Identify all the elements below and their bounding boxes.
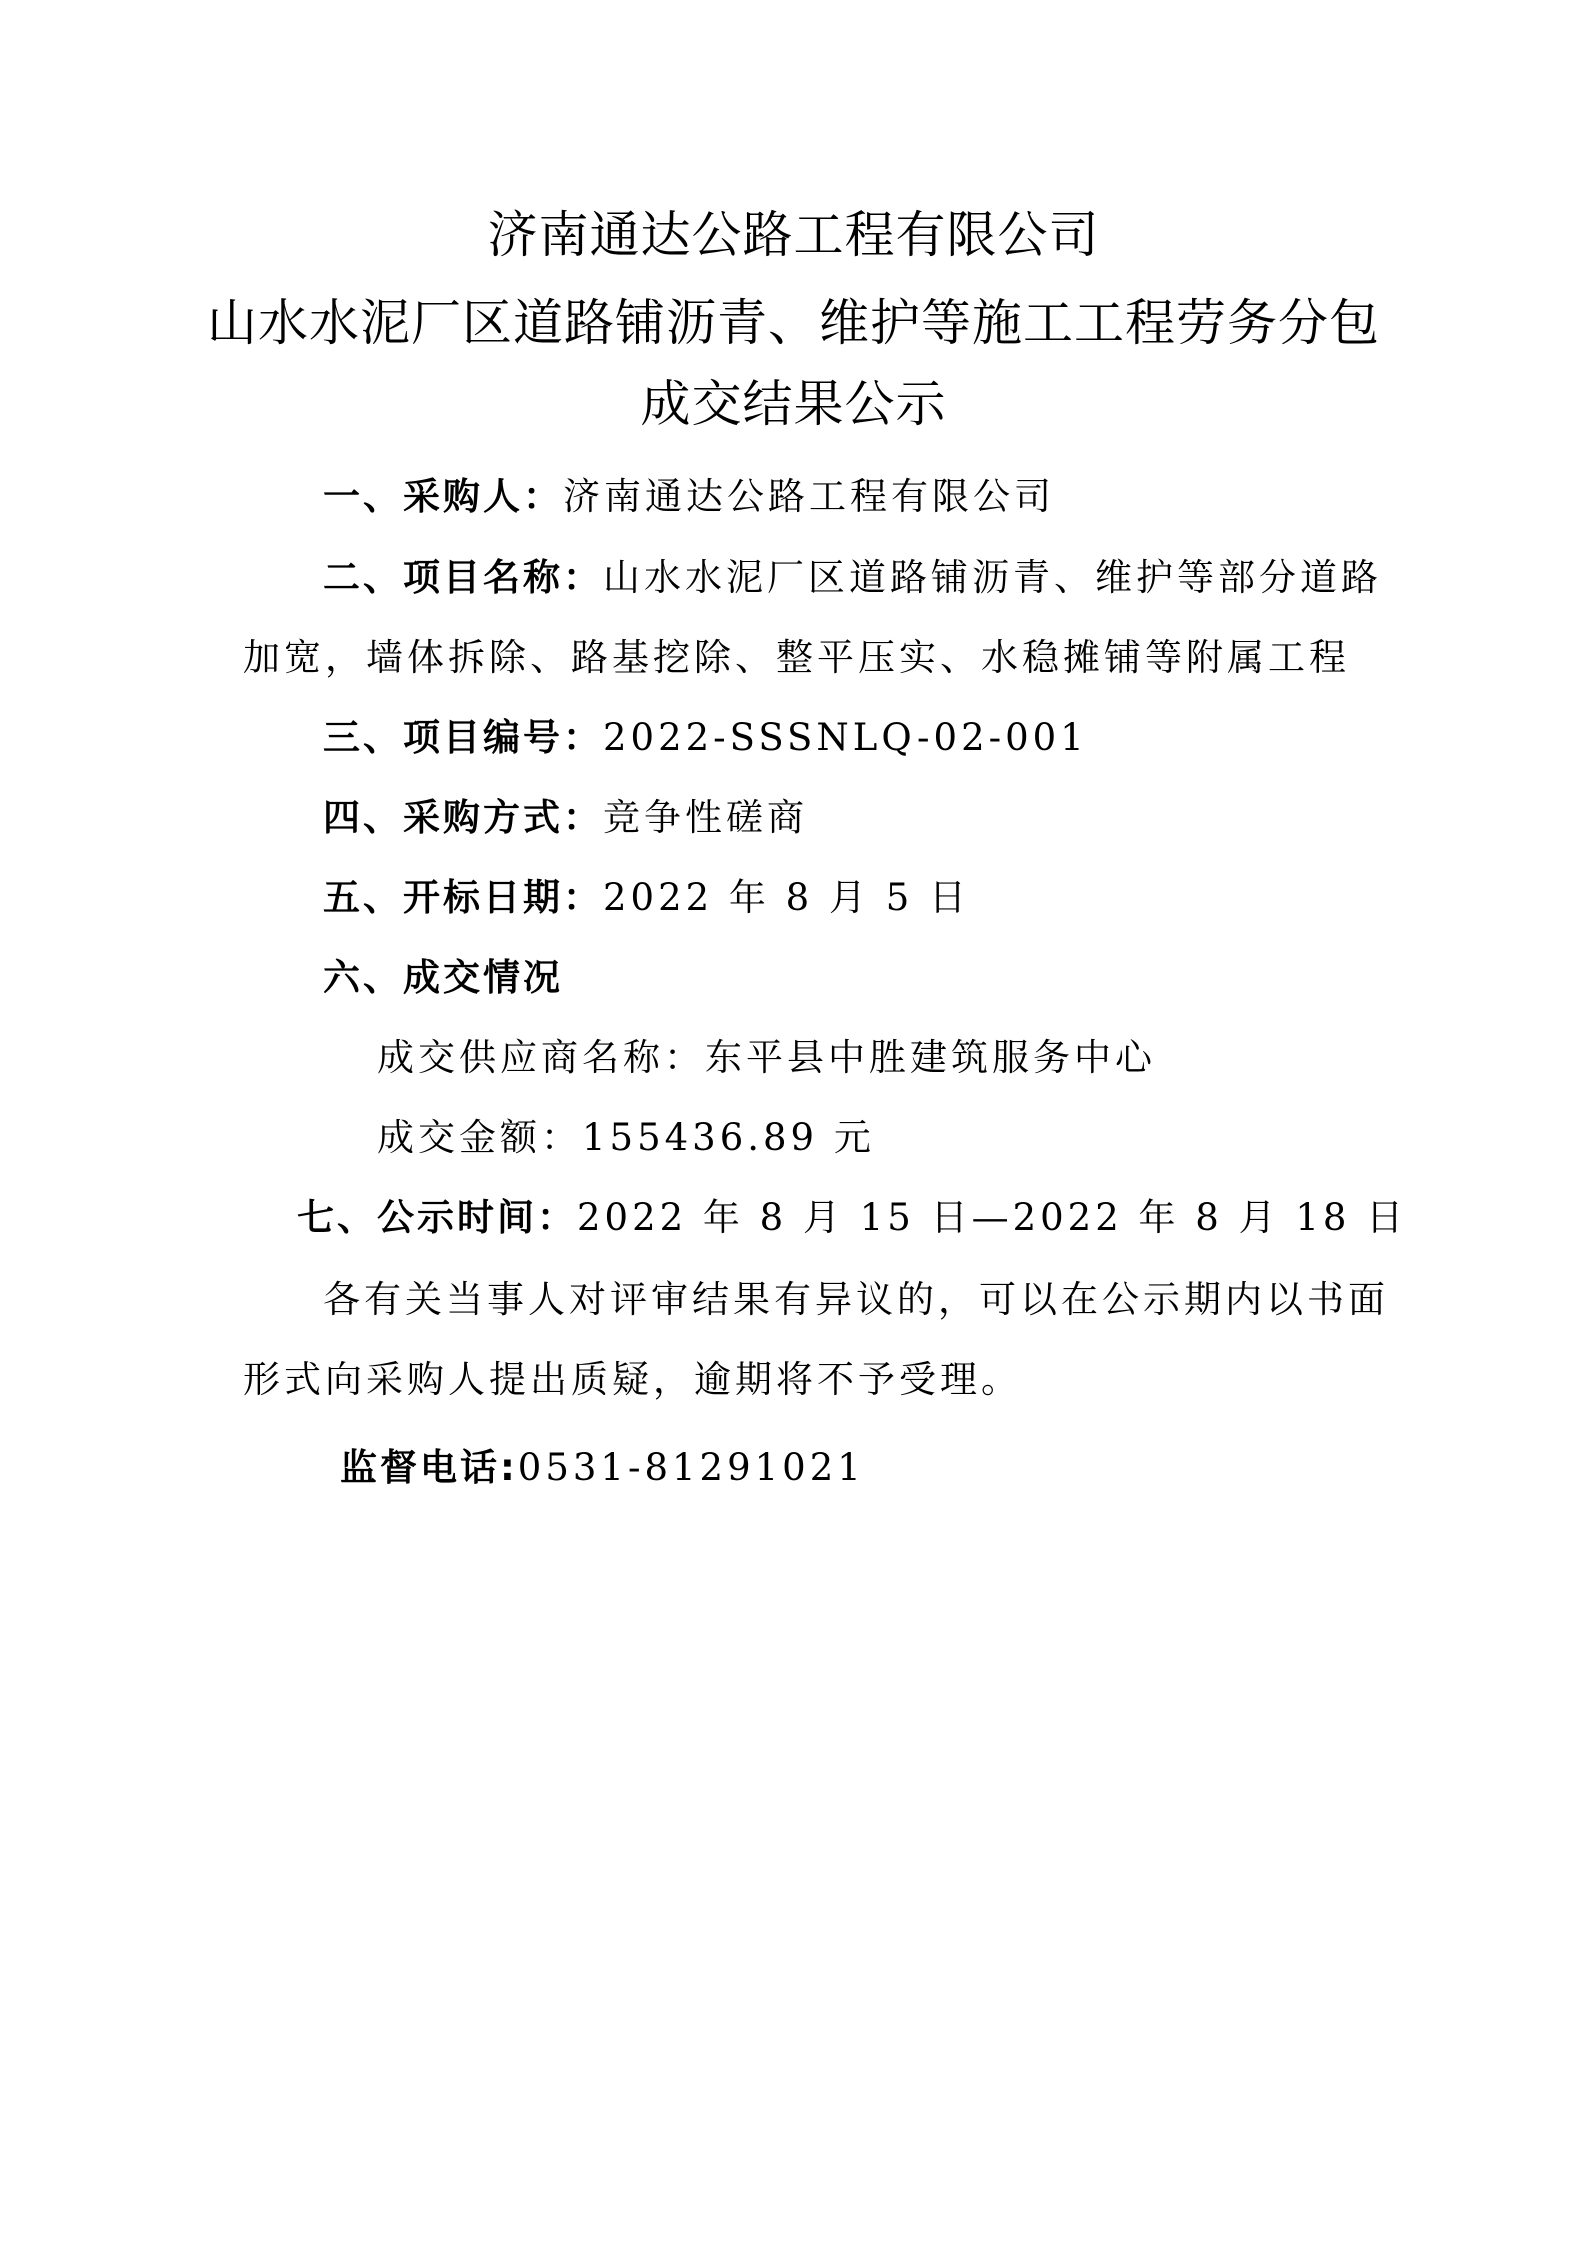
title-project: 山水水泥厂区道路铺沥青、维护等施工工程劳务分包 [207, 294, 1380, 352]
project-name-value: 山水水泥厂区道路铺沥青、维护等部分道路 [603, 556, 1382, 599]
supervision-label: 监督电话: [340, 1446, 518, 1489]
project-name-label: 二、项目名称： [323, 556, 603, 599]
project-number-label: 三、项目编号： [323, 716, 603, 759]
supervision-phone: 0531-81291021 [517, 1446, 865, 1489]
title-company: 济南通达公路工程有限公司 [487, 206, 1100, 264]
title-result: 成交结果公示 [640, 375, 947, 433]
publicity-period-label: 七、公示时间： [297, 1196, 577, 1239]
procurement-method-label: 四、采购方式： [323, 796, 603, 839]
notice-line-1: 各有关当事人对评审结果有异议的，可以在公示期内以书面 [323, 1278, 1389, 1321]
project-name-row [323, 554, 1382, 602]
bid-opening-date-value: 2022 年 8 月 5 日 [603, 876, 971, 919]
procurement-method-row [323, 794, 808, 842]
bid-opening-date-row [323, 874, 970, 922]
project-name-continued: 加宽，墙体拆除、路基挖除、整平压实、水稳摊铺等附属工程 [243, 636, 1350, 679]
deal-status-row [323, 954, 563, 1002]
publicity-period-value: 2022 年 8 月 15 日—2022 年 8 月 18 日 [577, 1196, 1408, 1239]
publicity-period-row [297, 1194, 1407, 1242]
project-number-value: 2022-SSSNLQ-02-001 [603, 716, 1088, 759]
deal-amount: 成交金额：155436.89 元 [377, 1116, 875, 1159]
purchaser-value: 济南通达公路工程有限公司 [563, 475, 1055, 518]
purchaser-label: 一、采购人： [323, 475, 563, 518]
deal-status-label: 六、成交情况 [323, 956, 563, 999]
procurement-method-value: 竞争性磋商 [603, 796, 808, 839]
deal-supplier: 成交供应商名称：东平县中胜建筑服务中心 [377, 1036, 1156, 1079]
supervision-row [340, 1444, 865, 1492]
purchaser-row [323, 473, 1055, 521]
bid-opening-date-label: 五、开标日期： [323, 876, 603, 919]
notice-line-2: 形式向采购人提出质疑，逾期将不予受理。 [243, 1358, 1022, 1401]
project-number-row [323, 714, 1088, 762]
